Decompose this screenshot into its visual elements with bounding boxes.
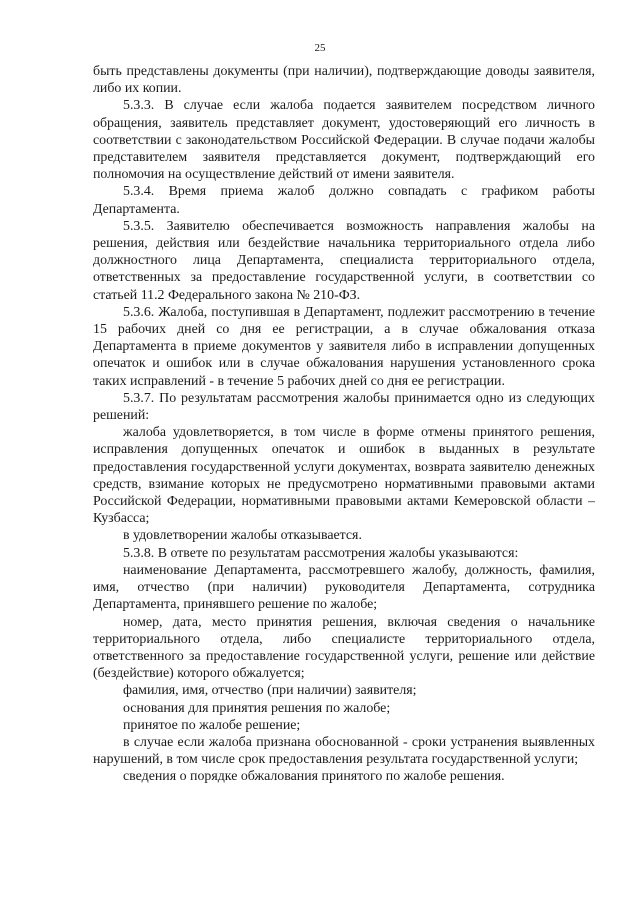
page-number: 25 <box>314 42 326 54</box>
document-body <box>93 63 595 786</box>
list-item-appeal-procedure: сведения о порядке обжалования принятого по жалобе решения. <box>123 769 505 785</box>
paragraph-5-3-3: 5.3.3. В случае если жалоба подается заявителем посредством личного обращения, заявитель представляет документ, удостоверяющий его личность в соответствии с законодательством Российской Федерации. В случае подачи жалобы представителем заявителя представляется документ, подтверждающий его полномочия на осуществление действий от имени заявителя. <box>93 98 595 183</box>
paragraph-5-3-4: 5.3.4. Время приема жалоб должно совпадать с графиком работы Департамента. <box>93 184 595 217</box>
list-item-applicant-name: фамилия, имя, отчество (при наличии) заявителя; <box>123 683 417 699</box>
list-item-deadlines: в случае если жалоба признана обоснованной - сроки устранения выявленных нарушений, в том числе срок предоставления результата государственной услуги; <box>93 734 595 768</box>
list-item-decision-taken: принятое по жалобе решение; <box>123 717 301 733</box>
paragraph-5-3-8: 5.3.8. В ответе по результатам рассмотрения жалобы указываются: <box>123 545 519 561</box>
paragraph-5-3-5: 5.3.5. Заявителю обеспечивается возможность направления жалобы на решения, действия или бездействие начальника территориального отдела либо должностного лица Департамента, специалиста территориального отдела, ответственных за предоставление государственной услуги, в соответствии со статьей 11.2 Федерального закона № 210-ФЗ. <box>93 218 595 303</box>
list-item-decision-satisfied: жалоба удовлетворяется, в том числе в форме отмены принятого решения, исправления допущенных опечаток и ошибок в выданных в результате предоставления государственной услуги документах, возврата заявителю денежных средств, взимание которых не предусмотрено нормативными правовыми актами Российской Федерации, нормативными правовыми актами Кемеровской области – Кузбасса; <box>93 425 595 527</box>
paragraph-5-3-6: 5.3.6. Жалоба, поступившая в Департамент, подлежит рассмотрению в течение 15 рабочих дней со дня ее регистрации, а в случае обжалования отказа Департамента в приеме документов у заявителя либо в исправлении допущенных опечаток и ошибок или в случае обжалования нарушения установленного срока таких исправлений - в течение 5 рабочих дней со дня ее регистрации. <box>93 304 595 389</box>
list-item-department-name: наименование Департамента, рассмотревшего жалобу, должность, фамилия, имя, отчество (при наличии) руководителя Департамента, сотрудника Департамента, принявшего решение по жалобе; <box>93 562 595 613</box>
paragraph-5-3-7: 5.3.7. По результатам рассмотрения жалобы принимается одно из следующих решений: <box>93 390 595 424</box>
list-item-grounds: основания для принятия решения по жалобе; <box>123 700 391 716</box>
list-item-decision-details: номер, дата, место принятия решения, включая сведения о начальнике территориального отдела, либо специалисте территориального отдела, ответственного за предоставление государственной услуги, решение или действие (бездействие) которого обжалуется; <box>93 614 595 682</box>
paragraph-continuation: быть представлены документы (при наличии), подтверждающие доводы заявителя, либо их копии. <box>93 64 595 97</box>
list-item-decision-refused: в удовлетворении жалобы отказывается. <box>123 528 362 544</box>
